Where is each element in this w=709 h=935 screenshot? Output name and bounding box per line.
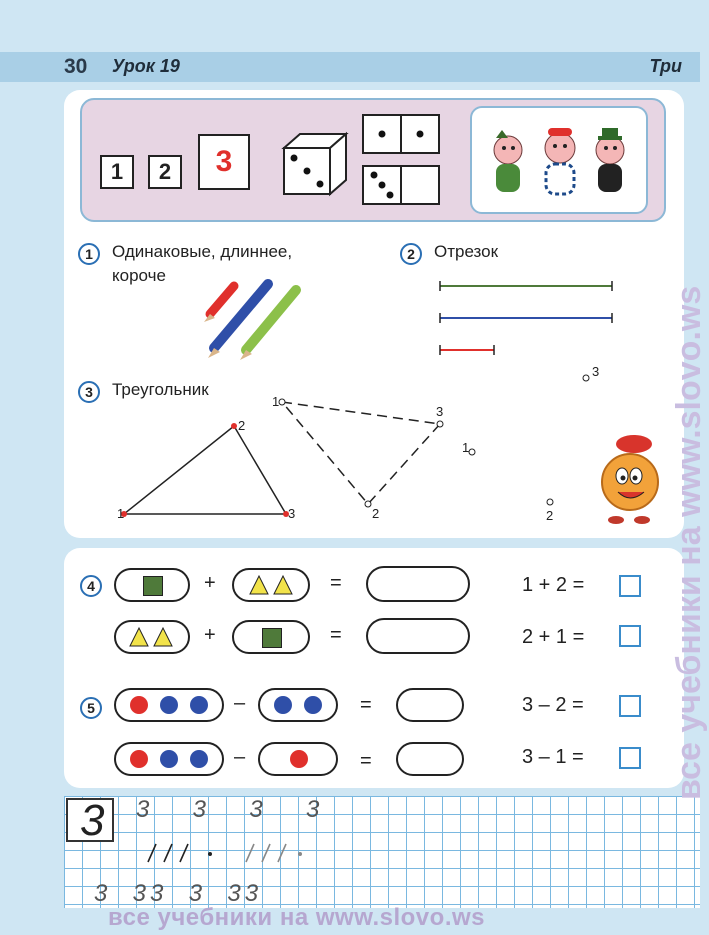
blue-circles-icon xyxy=(272,694,328,716)
loose-point-1: 1 xyxy=(462,440,470,455)
tri-point-3: 3 xyxy=(288,506,296,521)
dice-icon xyxy=(278,130,350,196)
domino-1-icon xyxy=(362,114,440,154)
answer-box-2[interactable] xyxy=(619,625,641,647)
kolobok-mascot-icon xyxy=(594,432,666,528)
equation-1-plus-2: 1 + 2 = xyxy=(522,574,585,596)
header-bar xyxy=(0,52,700,82)
number-box-3: 3 xyxy=(198,134,250,190)
triangle-illustration xyxy=(110,390,610,530)
page-number: 30 xyxy=(64,55,88,78)
domino-2-icon xyxy=(362,165,440,205)
loose-point-3: 3 xyxy=(592,364,600,379)
task-3-title: Треугольник xyxy=(112,380,209,399)
yellow-triangles-icon xyxy=(128,626,176,648)
watermark-side: все учебники на www.slovo.ws xyxy=(670,285,708,800)
red-blue-circles-icon xyxy=(128,748,214,770)
task-1-badge: 1 xyxy=(78,243,100,265)
three-pigs-illustration xyxy=(470,106,648,214)
tri-point-2: 2 xyxy=(238,418,246,433)
equation-3-minus-1: 3 – 1 = xyxy=(522,746,584,768)
loose-point-2: 2 xyxy=(546,508,554,523)
task-1-title-line2: короче xyxy=(112,266,166,285)
blue-pencil-icon xyxy=(208,284,268,358)
answer-pill-4[interactable] xyxy=(396,742,464,776)
green-square-icon xyxy=(143,576,163,596)
dash-point-2: 2 xyxy=(372,506,380,521)
watermark-bottom: все учебники на www.slovo.ws xyxy=(108,904,485,931)
lesson-title: Урок 19 xyxy=(112,56,180,76)
red-blue-circles-icon xyxy=(128,694,214,716)
tri-point-1: 1 xyxy=(117,506,125,521)
green-square-icon xyxy=(262,628,282,648)
big-digit-sample: 3 xyxy=(80,796,105,845)
equals-sign: = xyxy=(330,624,342,646)
digit-row-3: 3 33 3 33 xyxy=(94,880,263,907)
task-2-badge: 2 xyxy=(400,243,422,265)
answer-pill-3[interactable] xyxy=(396,688,464,722)
task-4-badge: 4 xyxy=(80,575,102,597)
segments-illustration xyxy=(434,278,624,358)
answer-box-3[interactable] xyxy=(619,695,641,717)
equals-sign: = xyxy=(360,694,372,716)
digit-row-1: 3 3 3 3 xyxy=(136,796,330,823)
answer-box-1[interactable] xyxy=(619,575,641,597)
stroke-practice-row xyxy=(140,838,310,868)
minus-sign: – xyxy=(234,746,246,768)
topic-title: Три xyxy=(649,56,682,76)
pencils-illustration xyxy=(200,276,310,360)
answer-pill-2[interactable] xyxy=(366,618,470,654)
equals-sign: = xyxy=(360,750,372,772)
red-circle-icon xyxy=(288,748,310,770)
equation-3-minus-2: 3 – 2 = xyxy=(522,694,584,716)
minus-sign: – xyxy=(234,692,246,714)
dash-point-1: 1 xyxy=(272,394,280,409)
number-box-1: 1 xyxy=(100,155,134,189)
task-1-title-line1: Одинаковые, длиннее, xyxy=(112,242,293,261)
equation-2-plus-1: 2 + 1 = xyxy=(522,626,585,648)
plus-sign: + xyxy=(204,572,216,594)
yellow-triangles-icon xyxy=(248,574,296,596)
pig-icon xyxy=(472,108,646,212)
task-3-badge: 3 xyxy=(78,381,100,403)
equals-sign: = xyxy=(330,572,342,594)
dash-point-3: 3 xyxy=(436,404,444,419)
answer-pill-1[interactable] xyxy=(366,566,470,602)
red-pencil-icon xyxy=(204,286,234,322)
task-2-title: Отрезок xyxy=(434,242,499,261)
answer-box-4[interactable] xyxy=(619,747,641,769)
task-5-badge: 5 xyxy=(80,697,102,719)
plus-sign: + xyxy=(204,624,216,646)
number-box-2: 2 xyxy=(148,155,182,189)
